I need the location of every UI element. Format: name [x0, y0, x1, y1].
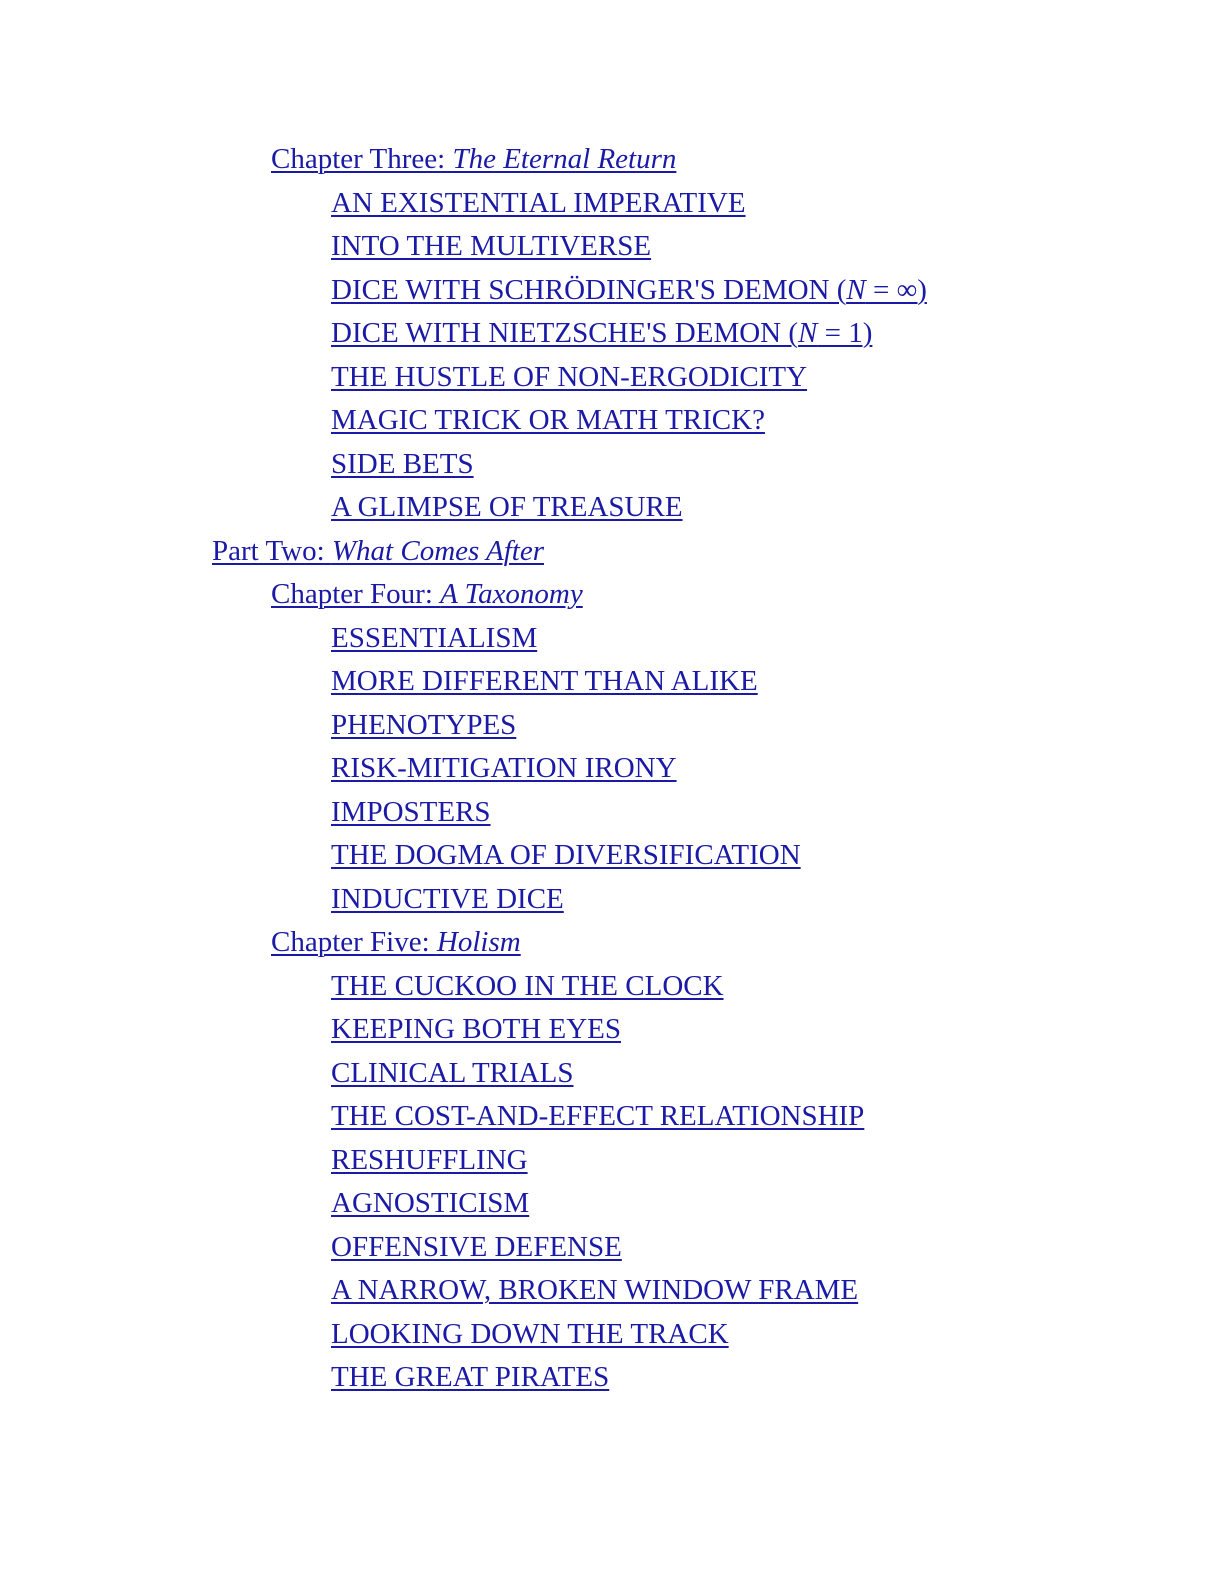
toc-link-text: AGNOSTICISM	[331, 1187, 530, 1219]
toc-entry-section	[0, 269, 1224, 313]
toc-entry-section	[0, 1356, 1224, 1400]
toc-link-italic: The Eternal Return	[452, 143, 677, 175]
toc-link[interactable]	[331, 839, 801, 871]
toc-link-italic: N	[846, 273, 866, 306]
toc-link[interactable]	[331, 361, 807, 393]
toc-link[interactable]	[331, 1361, 609, 1393]
toc-link-suffix: = 1)	[817, 317, 873, 349]
toc-link-prefix: Chapter Four:	[271, 578, 441, 610]
toc-link-text: INTO THE MULTIVERSE	[331, 230, 652, 262]
toc-link[interactable]	[271, 143, 676, 175]
toc-entry-section	[0, 1313, 1224, 1357]
toc-link-text: MAGIC TRICK OR MATH TRICK?	[331, 404, 765, 436]
toc-link-text: AN EXISTENTIAL IMPERATIVE	[331, 186, 746, 219]
toc-entry-section	[0, 878, 1224, 922]
toc-entry-section	[0, 1182, 1224, 1226]
toc-link-text: IMPOSTERS	[331, 795, 491, 828]
toc-entry-part	[0, 530, 1224, 574]
toc-entry-section	[0, 791, 1224, 835]
toc-entry-section	[0, 1008, 1224, 1052]
toc-link[interactable]	[331, 665, 758, 697]
toc-link-text: THE DOGMA OF DIVERSIFICATION	[331, 839, 801, 871]
toc-link[interactable]	[331, 709, 516, 741]
toc-link-text: RISK-MITIGATION IRONY	[331, 752, 677, 784]
toc-link-italic: What Comes After	[331, 534, 545, 567]
toc-entry-section	[0, 1269, 1224, 1313]
toc-link[interactable]	[271, 926, 521, 958]
toc-entry-section	[0, 660, 1224, 704]
toc-entry-section	[0, 1095, 1224, 1139]
toc-link[interactable]	[331, 1013, 621, 1045]
toc-link[interactable]	[331, 1318, 729, 1350]
toc-link[interactable]	[331, 274, 927, 306]
toc-link-text: SIDE BETS	[331, 447, 474, 480]
toc-link[interactable]	[331, 1231, 622, 1263]
toc-link-prefix: Chapter Five:	[271, 926, 437, 958]
toc-link[interactable]	[271, 578, 583, 610]
toc-link[interactable]	[331, 622, 537, 654]
toc-link[interactable]	[331, 230, 651, 262]
toc-entry-section	[0, 443, 1224, 487]
toc-link-text: PHENOTYPES	[331, 708, 517, 741]
toc-link-prefix: Part Two:	[212, 534, 332, 567]
toc-link-prefix: DICE WITH SCHRÖDINGER'S DEMON (	[331, 273, 847, 306]
toc-link-prefix: Chapter Three:	[271, 143, 453, 175]
toc-entry-section	[0, 356, 1224, 400]
toc-entry-section	[0, 704, 1224, 748]
toc-link-text: THE COST-AND-EFFECT RELATIONSHIP	[331, 1100, 865, 1132]
toc-link-text: A GLIMPSE OF TREASURE	[331, 491, 683, 523]
toc-link-suffix: = ∞)	[865, 273, 927, 306]
toc-link-text: CLINICAL TRIALS	[331, 1056, 574, 1089]
toc-link-italic: A Taxonomy	[440, 578, 583, 610]
toc-link-italic: Holism	[436, 926, 521, 958]
toc-link-text: MORE DIFFERENT THAN ALIKE	[331, 665, 758, 697]
toc-link[interactable]	[331, 491, 683, 523]
toc-link[interactable]	[331, 1144, 528, 1176]
toc-link[interactable]	[331, 883, 564, 915]
toc-entry-chapter	[0, 138, 1224, 182]
toc-link-text: KEEPING BOTH EYES	[331, 1013, 621, 1045]
toc-link-text: OFFENSIVE DEFENSE	[331, 1230, 622, 1263]
toc-link-text: INDUCTIVE DICE	[331, 882, 564, 915]
toc-link[interactable]	[331, 187, 746, 219]
toc-link[interactable]	[212, 535, 544, 567]
toc-link[interactable]	[331, 1274, 858, 1306]
toc-link[interactable]	[331, 752, 677, 784]
toc-entry-section	[0, 399, 1224, 443]
toc-entry-section	[0, 747, 1224, 791]
toc-entry-section	[0, 486, 1224, 530]
toc-entry-section	[0, 617, 1224, 661]
toc-link[interactable]	[331, 796, 491, 828]
toc-entry-section	[0, 225, 1224, 269]
toc-link-prefix: DICE WITH NIETZSCHE'S DEMON (	[331, 317, 799, 349]
toc-entry-section	[0, 1226, 1224, 1270]
toc-link-text: THE GREAT PIRATES	[331, 1361, 610, 1393]
toc-entry-section	[0, 1139, 1224, 1183]
toc-link-text: RESHUFFLING	[331, 1143, 528, 1176]
toc-link[interactable]	[331, 448, 474, 480]
toc-link[interactable]	[331, 404, 765, 436]
toc-link-text: ESSENTIALISM	[331, 621, 538, 654]
toc-link-text: THE CUCKOO IN THE CLOCK	[331, 969, 724, 1002]
toc-link-text: A NARROW, BROKEN WINDOW FRAME	[331, 1274, 859, 1306]
toc-link[interactable]	[331, 317, 872, 349]
toc-link[interactable]	[331, 970, 724, 1002]
toc-link-italic: N	[798, 317, 818, 349]
toc-link-text: THE HUSTLE OF NON-ERGODICITY	[331, 360, 808, 393]
toc-entry-section	[0, 182, 1224, 226]
table-of-contents	[0, 138, 1224, 1400]
toc-entry-chapter	[0, 573, 1224, 617]
toc-link[interactable]	[331, 1057, 573, 1089]
toc-entry-chapter	[0, 921, 1224, 965]
toc-entry-section	[0, 1052, 1224, 1096]
toc-entry-section	[0, 312, 1224, 356]
toc-link[interactable]	[331, 1100, 864, 1132]
toc-entry-section	[0, 834, 1224, 878]
toc-link-text: LOOKING DOWN THE TRACK	[331, 1317, 729, 1350]
toc-link[interactable]	[331, 1187, 529, 1219]
toc-entry-section	[0, 965, 1224, 1009]
